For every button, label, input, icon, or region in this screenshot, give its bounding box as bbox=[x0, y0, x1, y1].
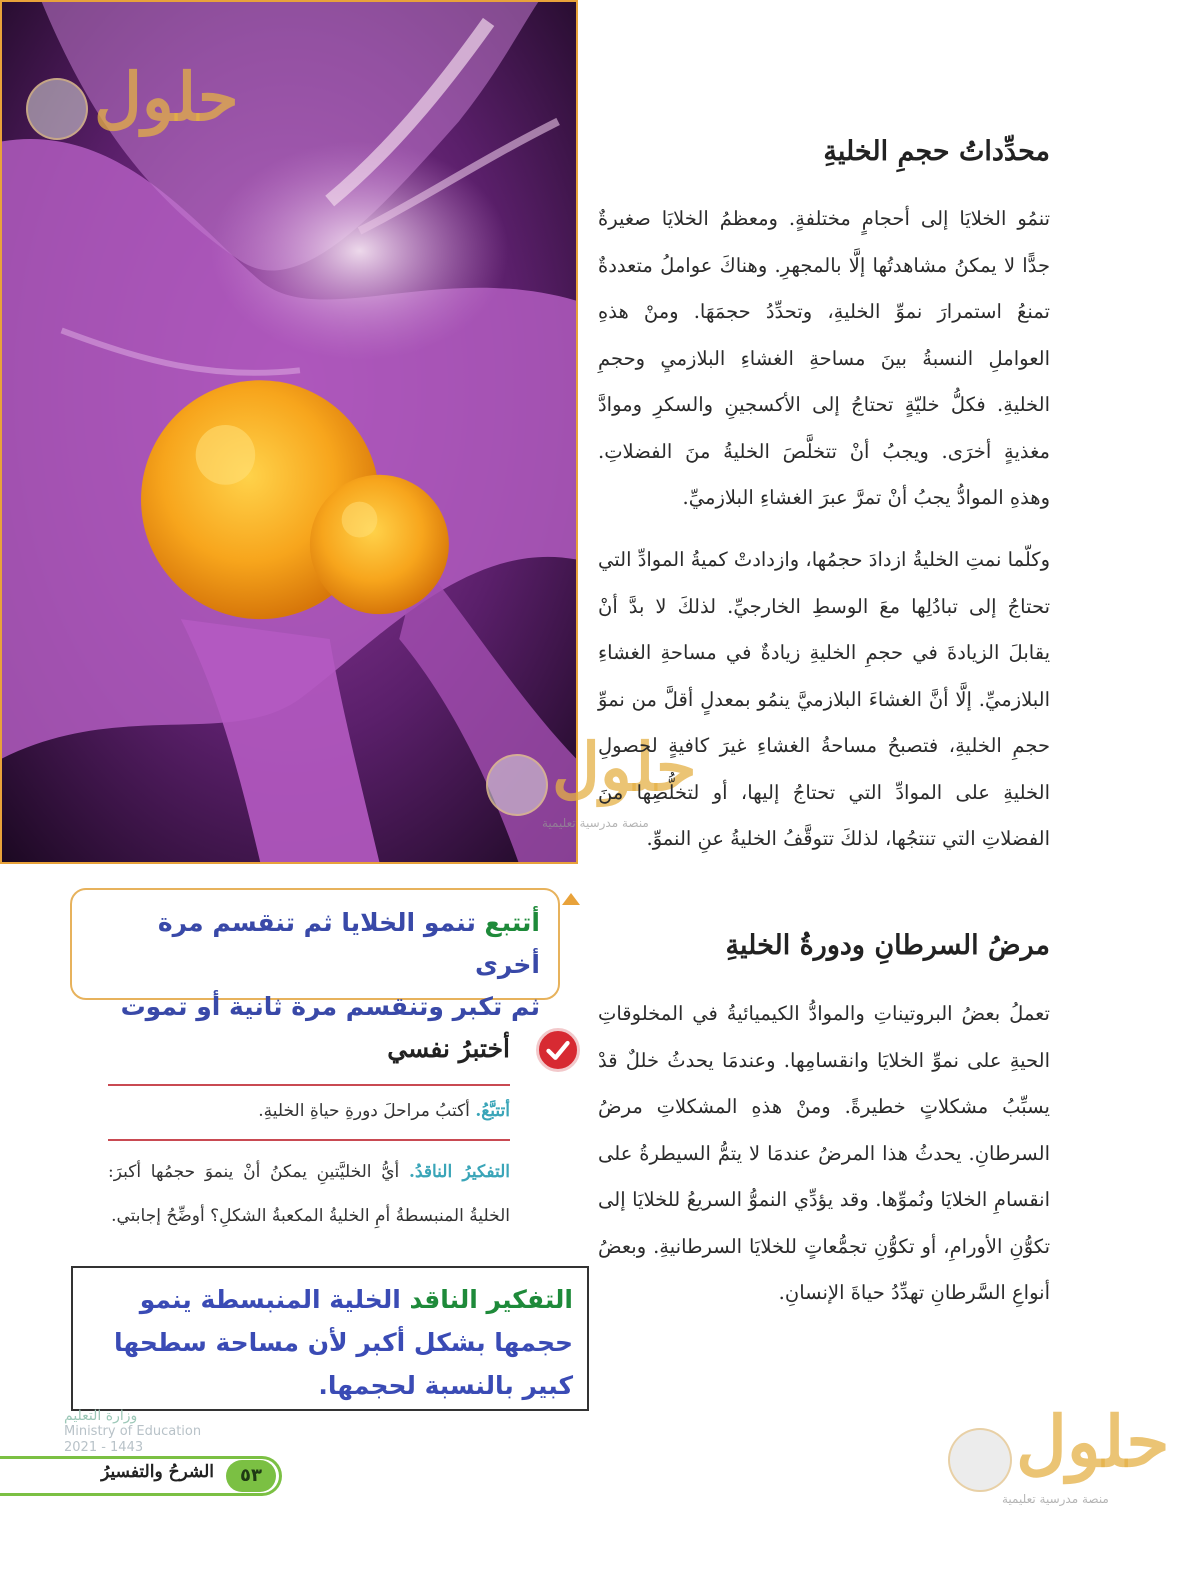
section-heading-cancer: مرضُ السرطانِ ودورةُ الخليةِ bbox=[725, 930, 1050, 961]
section-heading-cell-size: محدِّداتُ حجمِ الخليةِ bbox=[823, 136, 1050, 167]
ministry-year: 2021 - 1443 bbox=[64, 1440, 144, 1455]
cancer-cell-micrograph bbox=[0, 0, 578, 864]
watermark-brand: حلول bbox=[94, 58, 239, 136]
page-number: ٥٣ bbox=[226, 1460, 276, 1492]
pointer-triangle-icon bbox=[562, 893, 580, 905]
paragraph-cell-size-1: تنمُو الخلايَا إلى أحجامٍ مختلفةٍ. ومعظمُ الخلايَا صغيرةٌ جدًّا لا يمكنُ مشاهدتُها إلَّا بالمجهرِ. وهناكَ عواملُ متعددةٌ تمنعُ استمرارَ نموِّ الخليةِ، وتحدِّدُ حجمَهَا. ومنْ هذهِ العواملِ النسبةُ بينَ مساحةِ الغشاءِ البلازميِ وحجمِ الخليةِ. فكلُّ خليّةٍ تحتاجُ إلى الأكسجينِ والسكرِ وموادَّ مغذيةٍ أخرَى. ويجبُ أنْ تتخلَّصَ الخليةُ منَ الفضلاتِ. وهذهِ الموادُّ يجبُ أنْ تمرَّ عبرَ الغشاءِ البلازميِّ. bbox=[598, 207, 1050, 509]
answer-box bbox=[71, 1266, 589, 1411]
paragraph-cancer: تعملُ بعضُ البروتيناتِ والموادُّ الكيميائيةُ في المخلوقاتِ الحيةِ على نموِّ الخلايَا وانقسامِها. وعندمَا يحدثُ خللٌ قدْ يسبِّبُ مشكلاتٍ خطيرةً. ومنْ هذهِ المشكلاتِ مرضُ السرطانِ. يحدثُ هذا المرضُ عندمَا لا يتمُّ السيطرةُ على انقسامِ الخلايَا ونُموِّها. وقد يؤدِّي النموُّ السريعُ للخلايَا إلى تكوُّنِ الأورامِ، أو تكوُّنِ تجمُّعاتٍ للخلايَا السرطانيةِ. وبعضُ أنواعِ السَّرطانِ تهدِّدُ حياةَ الإنسانِ. bbox=[598, 1002, 1050, 1304]
checkmark-icon bbox=[536, 1028, 580, 1072]
question-critical-text: أيُّ الخليَّتينِ يمكنُ أنْ ينموَ حجمُها أكبرَ: الخليةُ المنبسطةُ أمِ الخليةُ المكعبةُ الشكلِ؟ أوضِّحُ إجابتي. bbox=[108, 1162, 510, 1226]
ministry-name-arabic: وزارة التعليم bbox=[64, 1408, 138, 1424]
note-keyword: أتتبع bbox=[484, 908, 540, 937]
divider bbox=[108, 1139, 510, 1141]
divider bbox=[108, 1084, 510, 1086]
note-line-1 bbox=[90, 902, 540, 986]
micrograph-illustration bbox=[2, 2, 576, 862]
question-keyword-critical: التفكيرُ الناقدُ. bbox=[409, 1162, 511, 1182]
note-line-2: ثم تكبر وتنقسم مرة ثانية أو تموت bbox=[120, 992, 540, 1021]
handwritten-note-box bbox=[70, 888, 560, 1021]
question-trace bbox=[108, 1096, 510, 1126]
question-trace-text: أكتبُ مراحلَ دورةِ حياةِ الخليةِ. bbox=[258, 1101, 476, 1121]
note-line-1-text: تنمو الخلايا ثم تنقسم مرة أخرى bbox=[157, 908, 540, 979]
watermark-brand: حلول bbox=[1016, 1400, 1170, 1483]
watermark-tagline: منصة مدرسية تعليمية bbox=[542, 816, 649, 830]
question-keyword-trace: أتتبَّعُ. bbox=[475, 1101, 510, 1121]
self-check-title: أختبرُ نفسي bbox=[387, 1034, 510, 1063]
ministry-name-english: Ministry of Education bbox=[64, 1424, 202, 1439]
paragraph-cell-size-2: وكلّما نمتِ الخليةُ ازدادَ حجمُها، وازدادتْ كميةُ الموادِّ التي تحتاجُ إلى تبادُلِها معَ الوسطِ الخارجيِّ. لذلكَ لا بدَّ أنْ يقابلَ الزيادةَ في حجمِ الخليةِ زيادةٌ في مساحةِ الغشاءِ البلازميِّ. إلَّا أنَّ الغشاءَ البلازميَّ ينمُو بمعدلٍ أقلَّ من نموِّ حجمِ الخليةِ، فتصبحُ مساحةُ الغشاءِ غيرَ كافيةٍ لحصولِ الخليةِ على الموادِّ التي تحتاجُ إليها، أو لتخلُّصِها منَ الفضلاتِ التي تنتجُها، لذلكَ تتوقَّفُ الخليةُ عنِ النموِّ. bbox=[598, 548, 1050, 850]
answer-text: الخلية المنبسطة ينمو حجمها بشكل أكبر لأن مساحة سطحها كبير بالنسبة لحجمها. bbox=[113, 1285, 573, 1400]
watermark-tagline: منصة مدرسية تعليمية bbox=[1002, 1492, 1109, 1506]
ministry-logo bbox=[64, 1408, 201, 1456]
question-critical-thinking bbox=[108, 1150, 510, 1238]
footer-section-label: الشرحُ والتفسيرُ bbox=[101, 1462, 214, 1482]
answer-keyword: التفكير الناقد bbox=[409, 1285, 573, 1314]
watermark-brand: حلول bbox=[552, 728, 697, 806]
watermark-logo-icon bbox=[948, 1428, 1012, 1492]
